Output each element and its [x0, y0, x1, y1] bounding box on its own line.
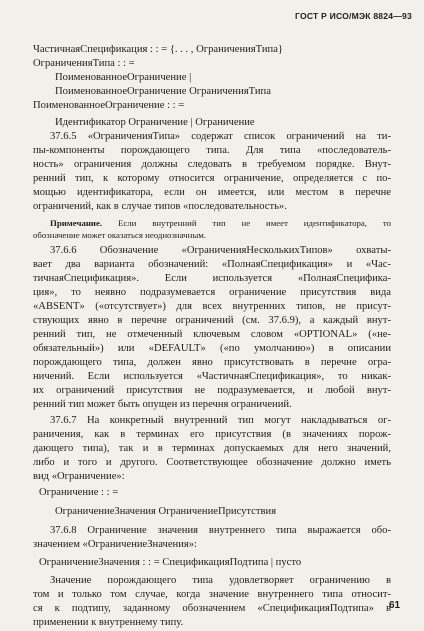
text-line: либо и того и другого. Соответствующее обозначение должно иметь	[33, 457, 391, 468]
text-line: ся к подтипу, заданному обозначением «СпецификацияПодтипа» в	[33, 603, 391, 614]
text-line: ОграниченияТипа : : =	[33, 58, 135, 69]
text-line: пы-компоненты порождающего типа. Для типа «последователь-	[33, 145, 391, 156]
page-header: ГОСТ Р ИСО/МЭК 8824—93	[294, 11, 412, 21]
text-line: ОграничениеЗначения ОграничениеПрисутствия	[55, 506, 277, 517]
text-line: ОграничениеЗначения : : = СпецификацияПодтипа | пусто	[39, 557, 302, 568]
text-line: ренний тип, не отмеченный ключевым словом «OPTIONAL» («не-	[33, 329, 391, 340]
text-line: 37.6.7 На конкретный внутренний тип могут накладываться ог-	[50, 415, 391, 426]
text-line: Идентификатор Ограничение | Ограничение	[55, 117, 255, 128]
text-line: Ограничение : : =	[39, 487, 119, 498]
text-line: ограничений, как в случае типов «последовательность».	[33, 201, 287, 212]
text-line: ЧастичнаяСпецификация : : = {. . . , ОграниченияТипа}	[33, 44, 284, 55]
text-line: ПоименованноеОграничение : : =	[33, 100, 185, 111]
text-line: ренний тип, к которому относится ограничение, определяется с по-	[33, 173, 391, 184]
note-heading: Примечание.	[50, 218, 103, 228]
text-line: ность» ограничения должны следовать в требуемом порядке. Внут-	[33, 159, 391, 170]
text-line: вид «Ограничение»:	[33, 471, 125, 482]
text-line: ция», то неявно подразумевается ограничение присутствия вида	[33, 287, 391, 298]
text-line: дающего типа), так и в терминах допускаемых для него значений,	[33, 443, 391, 454]
text-line: ствующих явно в перечне ограничений (см. 37.6.9), а каждый внут-	[33, 315, 391, 326]
text-line: мощью идентификатора, если он имеется, или местом в перечне	[33, 187, 391, 198]
text-line: 37.6.8 Ограничение значения внутреннего типа выражается обо-	[50, 525, 391, 536]
text-line: ренний тип может быть опущен из перечня ограничений.	[33, 399, 292, 410]
text-line: обязательный») или «DEFAULT» («по умолчанию») в описании	[33, 343, 391, 354]
text-line: том и только том случае, когда значение внутреннего типа относит-	[33, 589, 391, 600]
text-line: ПоименованноеОграничение |	[55, 72, 192, 83]
text-line: применении к внутреннему типу.	[33, 617, 184, 628]
text-line: ничений. Если используется «ЧастичнаяСпецификация», то никак-	[33, 371, 391, 382]
text-line: 37.6.6 Обозначение «ОграниченияНесколькихТипов» охваты-	[50, 245, 391, 256]
text-line: Значение порождающего типа удовлетворяет ограничению в	[50, 575, 391, 586]
text-line: порождающего типа, должен явно присутствовать в перечне огра-	[33, 357, 391, 368]
text-line: тичнаяСпецификация». Если используется «ПолнаяСпецифика-	[33, 273, 391, 284]
text-line: значением «ОграничениеЗначения»:	[33, 539, 197, 550]
note-line: Примечание. Если внутренний тип не имеет идентификатора, то	[50, 218, 391, 228]
text-line: ПоименованноеОграничение ОграниченияТипа	[55, 86, 271, 97]
text-line: их ограничений присутствия не подразумевается, и любой внут-	[33, 385, 391, 396]
text-line: 37.6.5 «ОграниченияТипа» содержат список ограничений на ти-	[50, 131, 391, 142]
note-line: обозначение может оказаться неоднозначным.	[33, 230, 206, 240]
text-line: вает два варианта обозначений: «ПолнаяСпецификация» и «Час-	[33, 259, 391, 270]
text-line: «ABSENT» («отсутствует») для всех внутренних типов, не присут-	[33, 301, 391, 312]
text-line: раничения, как в терминах его присутствия (в значениях порож-	[33, 429, 391, 440]
page-number: 61	[389, 600, 401, 611]
